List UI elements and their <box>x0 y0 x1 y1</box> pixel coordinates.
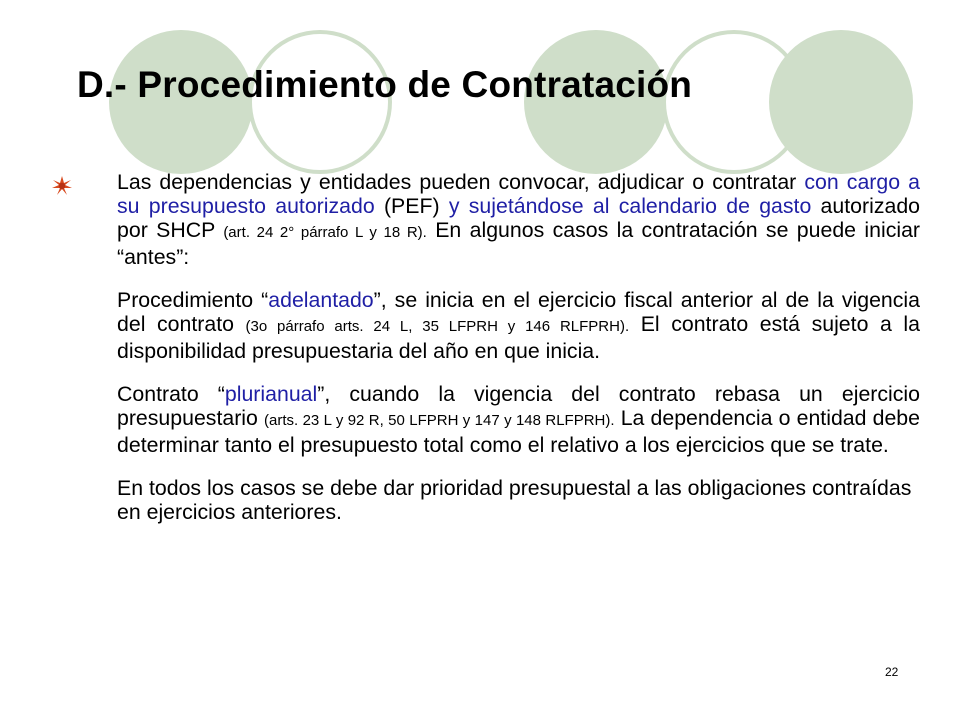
highlight-text: plurianual <box>224 382 318 406</box>
highlight-text: y sujetándose al calendario de gasto <box>448 194 812 218</box>
legal-reference: (arts. 23 L y 92 R, 50 LFPRH y 147 y 148 RLFPRH). <box>264 412 615 429</box>
paragraph-intro <box>117 170 920 269</box>
starburst-bullet-icon <box>52 176 72 196</box>
slide-title: D.- Procedimiento de Contratación <box>77 64 693 105</box>
paragraph-adelantado <box>117 288 920 363</box>
text: La dependencia o entidad debe determinar tanto el presupuesto total como el relativo a los ejercicios que se trate. <box>117 406 920 457</box>
highlight-text: con cargo a su presupuesto autorizado <box>117 170 921 218</box>
paragraph-prioridad <box>117 476 920 524</box>
text: ”, cuando la vigencia del contrato rebasa un ejercicio presupuestario <box>117 382 920 430</box>
text: En todos los casos se debe dar prioridad presupuestal a las obligaciones contraídas en ejercicios anteriores. <box>117 476 912 524</box>
legal-reference: (3o párrafo arts. 24 L, 35 LFPRH y 146 RLFPRH). <box>245 318 630 335</box>
text: autorizado por SHCP <box>117 194 921 242</box>
slide-body <box>117 170 920 524</box>
page-number: 22 <box>885 665 899 679</box>
text: Contrato “ <box>117 382 225 406</box>
decorative-circle-5 <box>769 30 913 174</box>
text: Las dependencias y entidades pueden convocar, adjudicar o contratar <box>117 170 805 194</box>
text: ”, se inicia en el ejercicio fiscal anterior al de la vigencia del contrato <box>117 288 920 336</box>
text: Procedimiento “ <box>117 288 269 312</box>
highlight-text: adelantado <box>268 288 374 312</box>
text: En algunos casos la contratación se puede iniciar “antes”: <box>117 218 921 269</box>
text: El contrato está sujeto a la disponibilidad presupuestaria del año en que inicia. <box>117 312 920 363</box>
text: (PEF) <box>374 194 449 218</box>
legal-reference: (art. 24 2° párrafo L y 18 R). <box>223 224 427 241</box>
paragraph-plurianual <box>117 382 920 457</box>
